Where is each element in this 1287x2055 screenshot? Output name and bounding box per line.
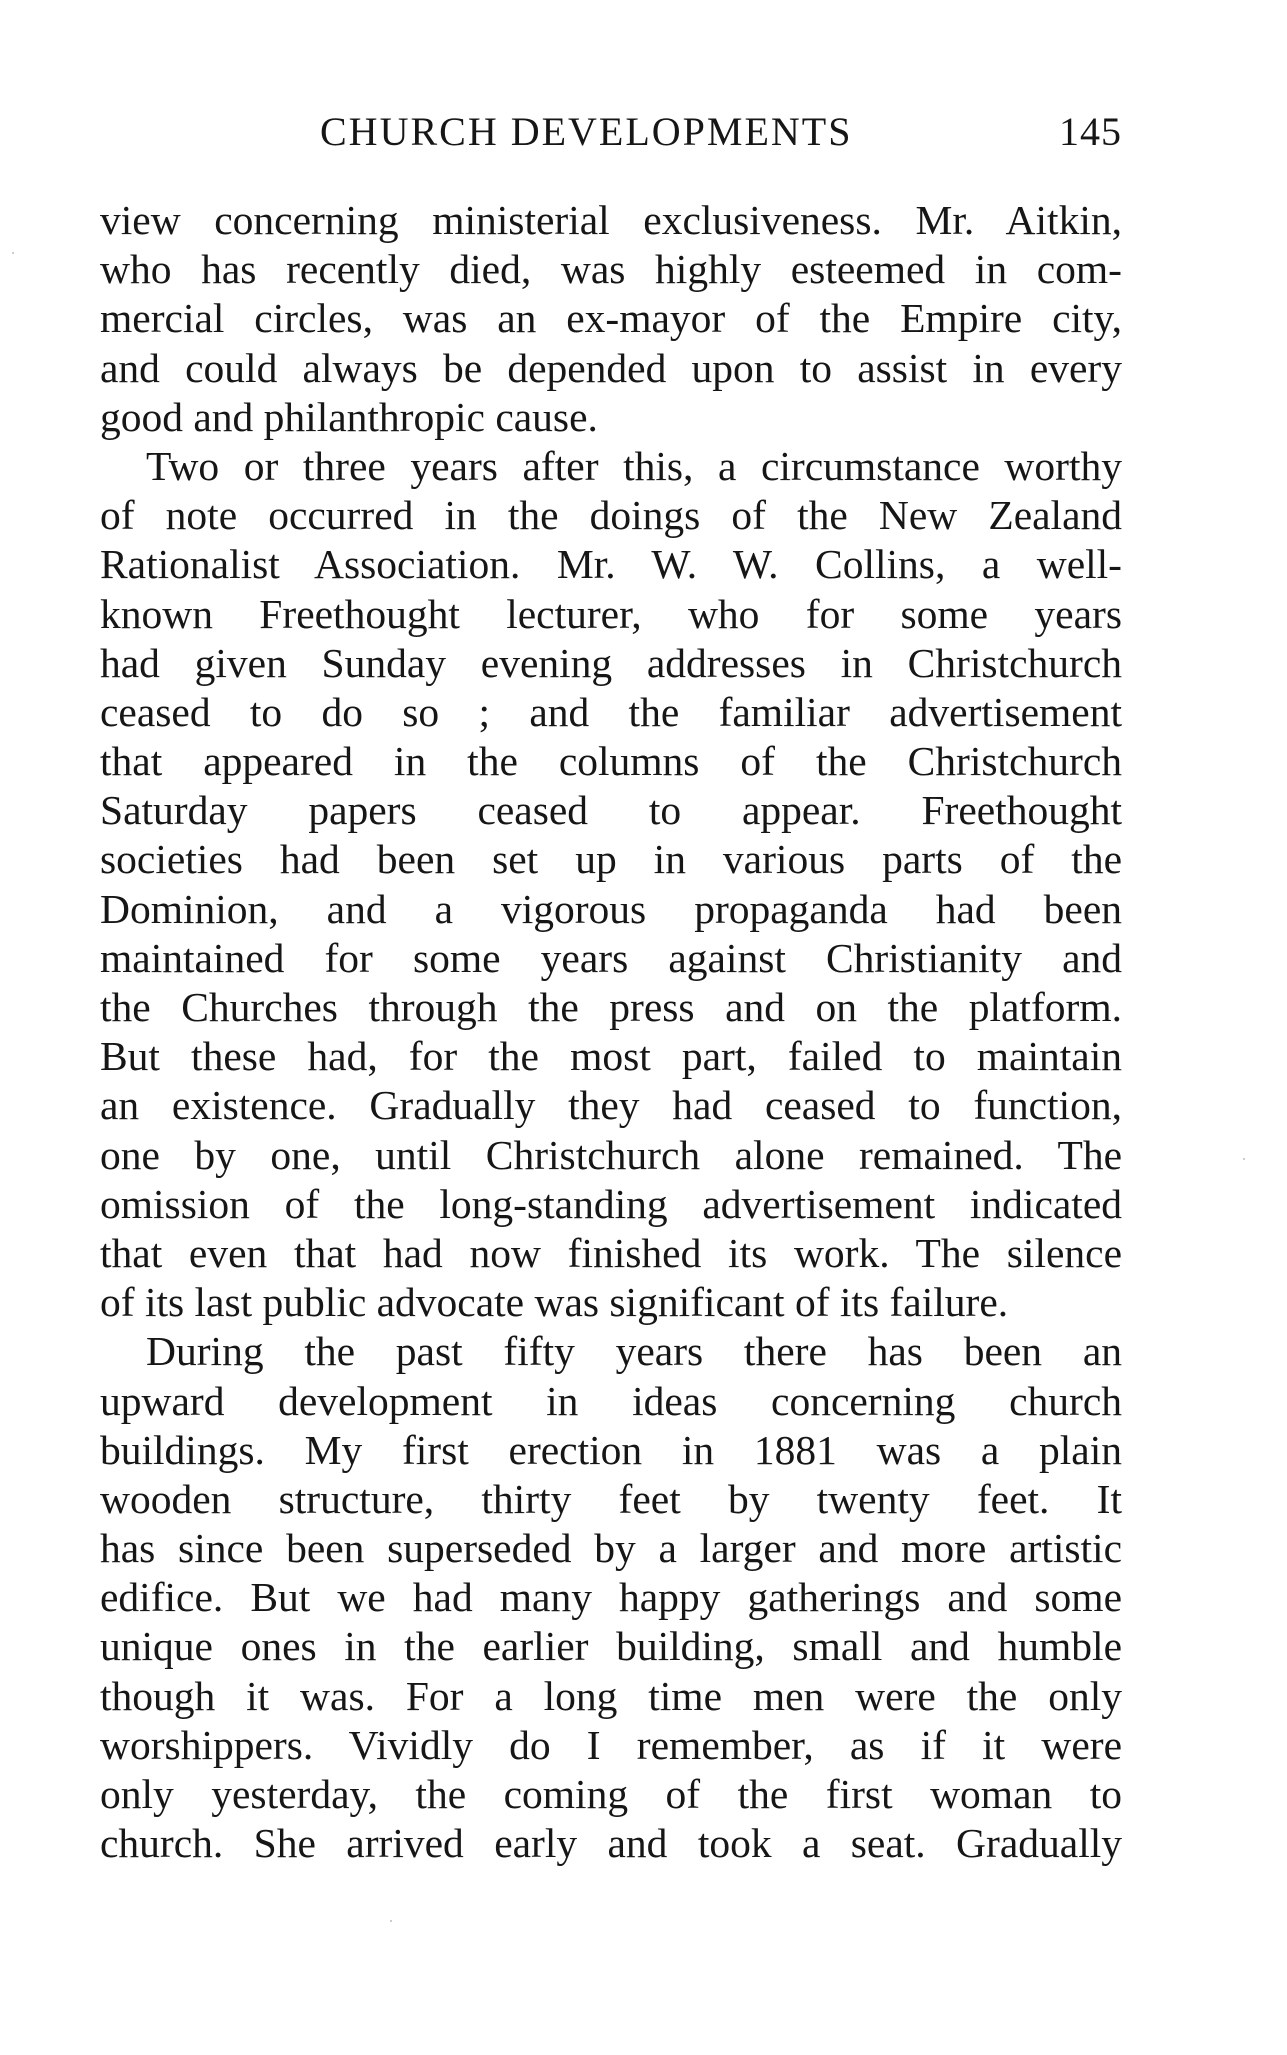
paper-speck bbox=[1243, 1158, 1245, 1160]
text-line: had given Sunday evening addresses in Christchurch bbox=[100, 639, 1122, 686]
text-line: that even that had now finished its work. The silence bbox=[100, 1229, 1122, 1276]
text-line: mercial circles, was an ex-mayor of the Empire city, bbox=[100, 295, 1122, 342]
body-text bbox=[100, 196, 1122, 1868]
text-line: has since been superseded by a larger and more artistic bbox=[100, 1525, 1122, 1572]
text-line: Dominion, and a vigorous propaganda had been bbox=[100, 885, 1122, 932]
text-line: an existence. Gradually they had ceased to function, bbox=[100, 1082, 1122, 1129]
text-line: good and philanthropic cause. bbox=[100, 393, 598, 440]
text-line: unique ones in the earlier building, small and humble bbox=[100, 1623, 1122, 1670]
text-line: of note occurred in the doings of the New Zealand bbox=[100, 492, 1122, 539]
page-header bbox=[100, 108, 1122, 168]
text-line: only yesterday, the coming of the first woman to bbox=[100, 1771, 1122, 1817]
text-line: church. She arrived early and took a seat. Gradually bbox=[100, 1820, 1122, 1867]
text-line: of its last public advocate was significant of its failure. bbox=[100, 1279, 1009, 1326]
text-line: edifice. But we had many happy gatherings and some bbox=[100, 1574, 1122, 1621]
text-line: and could always be depended upon to assist in every bbox=[100, 344, 1122, 391]
text-line: buildings. My first erection in 1881 was a plain bbox=[100, 1426, 1122, 1473]
text-line: though it was. For a long time men were the only bbox=[100, 1672, 1122, 1719]
text-line: who has recently died, was highly esteemed in com- bbox=[100, 246, 1122, 293]
text-line: Rationalist Association. Mr. W. W. Collins, a well- bbox=[100, 541, 1122, 588]
text-line: known Freethought lecturer, who for some years bbox=[100, 590, 1122, 637]
text-line: Saturday papers ceased to appear. Freethought bbox=[100, 787, 1122, 834]
text-line: one by one, until Christchurch alone remained. The bbox=[100, 1131, 1122, 1178]
text-line: that appeared in the columns of the Christchurch bbox=[100, 738, 1122, 785]
text-line: ceased to do so ; and the familiar advertisement bbox=[100, 688, 1122, 735]
paper-speck bbox=[390, 1920, 392, 1922]
text-line: Two or three years after this, a circumstance worthy bbox=[146, 442, 1122, 489]
text-line: wooden structure, thirty feet by twenty feet. It bbox=[100, 1475, 1122, 1522]
text-line: omission of the long-standing advertisement indicated bbox=[100, 1180, 1122, 1227]
text-line: view concerning ministerial exclusiveness. Mr. Aitkin, bbox=[100, 197, 1122, 243]
text-line: maintained for some years against Christianity and bbox=[100, 934, 1122, 981]
text-line: upward development in ideas concerning church bbox=[100, 1377, 1122, 1424]
paper-speck bbox=[12, 252, 14, 254]
text-line: societies had been set up in various parts of the bbox=[100, 836, 1122, 883]
text-line: the Churches through the press and on the platform. bbox=[100, 984, 1122, 1030]
running-title: CHURCH DEVELOPMENTS bbox=[320, 109, 853, 154]
text-line: During the past fifty years there has been an bbox=[146, 1328, 1122, 1375]
page-number: 145 bbox=[1059, 109, 1122, 154]
text-line: worshippers. Vividly do I remember, as if it were bbox=[100, 1721, 1122, 1768]
text-line: But these had, for the most part, failed to maintain bbox=[100, 1033, 1122, 1080]
